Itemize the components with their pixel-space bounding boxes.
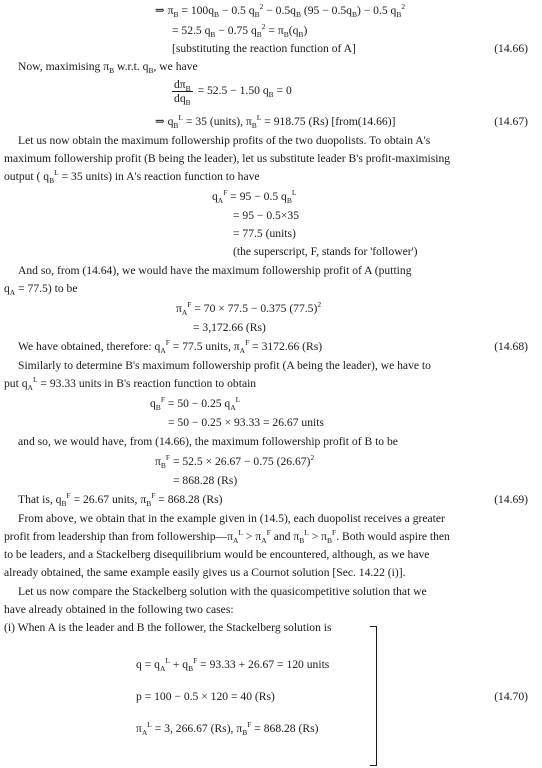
equation-number: (14.70) [494,690,528,703]
paragraph-line: to be leaders, and a Stackelberg disequilibrium would be encountered, although, as we have [4,548,430,561]
paragraph-line: That is, qBF = 26.67 units, πBF = 868.28 (Rs) [18,491,223,508]
paragraph-line: already obtained, the same example easily gives us a Cournot solution [Sec. 14.22 (i)]. [4,566,406,579]
equation-total-quantity: q = qAL + qBF = 93.33 + 26.67 = 120 units [136,656,330,673]
equation-pi-a-follower: πAF = 70 × 77.5 − 0.375 (77.5)2 [176,300,322,317]
paragraph-line: put qAL = 93.33 units in B's reaction function to obtain [4,375,257,392]
equation-note: (the superscript, F, stands for 'follower') [233,245,418,258]
equation-profits: πAL = 3, 266.67 (Rs), πBF = 868.28 (Rs) [136,720,319,737]
equation-leader-b: ⇒ qBL = 35 (units), πBL = 918.75 (Rs) [from(14.66)] [155,113,396,130]
paragraph-line: (i) When A is the leader and B the follower, the Stackelberg solution is [4,621,332,634]
paragraph-line: Now, maximising πB w.r.t. qB, we have [18,60,198,75]
equation-price: p = 100 − 0.5 × 120 = 40 (Rs) [136,690,275,703]
paragraph-line: and so, we would have, from (14.66), the maximum followership profit of B to be [18,435,398,448]
equation-number: (14.69) [494,493,528,506]
derivative-equation: $\frac{\text{dπB}}{\text{dqB}}$ = 52.5 − 1.50 qB = 0 [174,78,292,107]
derivative-fraction: $\frac{\text{dπB}}{\text{dqB}}$ [174,78,191,107]
paragraph-line: profit from leadership than from followership—πAL > πAF and πBL > πBF. Both would aspire then [4,528,450,545]
paragraph-line: Let us now obtain the maximum followership profits of the two duopolists. To obtain A's [18,134,431,147]
equation-pi-b-follower: πBF = 52.5 × 26.67 − 0.75 (26.67)2 [155,453,315,470]
paragraph-line: We have obtained, therefore: qAF = 77.5 units, πAF = 3172.66 (Rs) [18,338,323,355]
equation-number: (14.66) [494,42,528,55]
equation-step: = 50 − 0.25 × 93.33 = 26.67 units [168,416,324,429]
paragraph-line: From above, we obtain that in the example given in (14.5), each duopolist receives a greater [18,512,445,525]
paragraph-line: Similarly to determine B's maximum followership profit (A being the leader), we have to [18,359,431,372]
equation-pi-b-simplified: = 52.5 qB − 0.75 qB2 = πB(qB) [172,22,308,39]
paragraph-line: maximum followership profit (B being the leader), let us substitute leader B's profit-maximising [4,152,451,165]
equation-pi-b: ⇒ πB = 100qB − 0.5 qB2 − 0.5qB (95 − 0.5qB) − 0.5 qB2 [155,2,406,19]
equation-qa-follower: qAF = 95 − 0.5 qBL [212,188,297,205]
paragraph-line: And so, from (14.64), we would have the maximum followership profit of A (putting [18,264,412,277]
paragraph-line: qA = 77.5) to be [4,282,78,297]
equation-note: [substituting the reaction function of A] [172,42,356,55]
equation-number: (14.68) [494,340,528,353]
equation-bracket [370,626,377,766]
paragraph-line: Let us now compare the Stackelberg solution with the quasicompetitive solution that we [18,585,427,598]
equation-step: = 3,172.66 (Rs) [193,321,266,334]
equation-step: = 77.5 (units) [233,227,296,240]
equation-step: = 95 − 0.5×35 [233,209,299,222]
equation-qb-follower: qBF = 50 − 0.25 qAL [150,395,241,412]
paragraph-line: have already obtained in the following two cases: [4,603,234,616]
equation-step: = 868.28 (Rs) [173,474,238,487]
equation-number: (14.67) [494,115,528,128]
paragraph-line: output ( qBL = 35 units) in A's reaction function to have [4,168,260,185]
